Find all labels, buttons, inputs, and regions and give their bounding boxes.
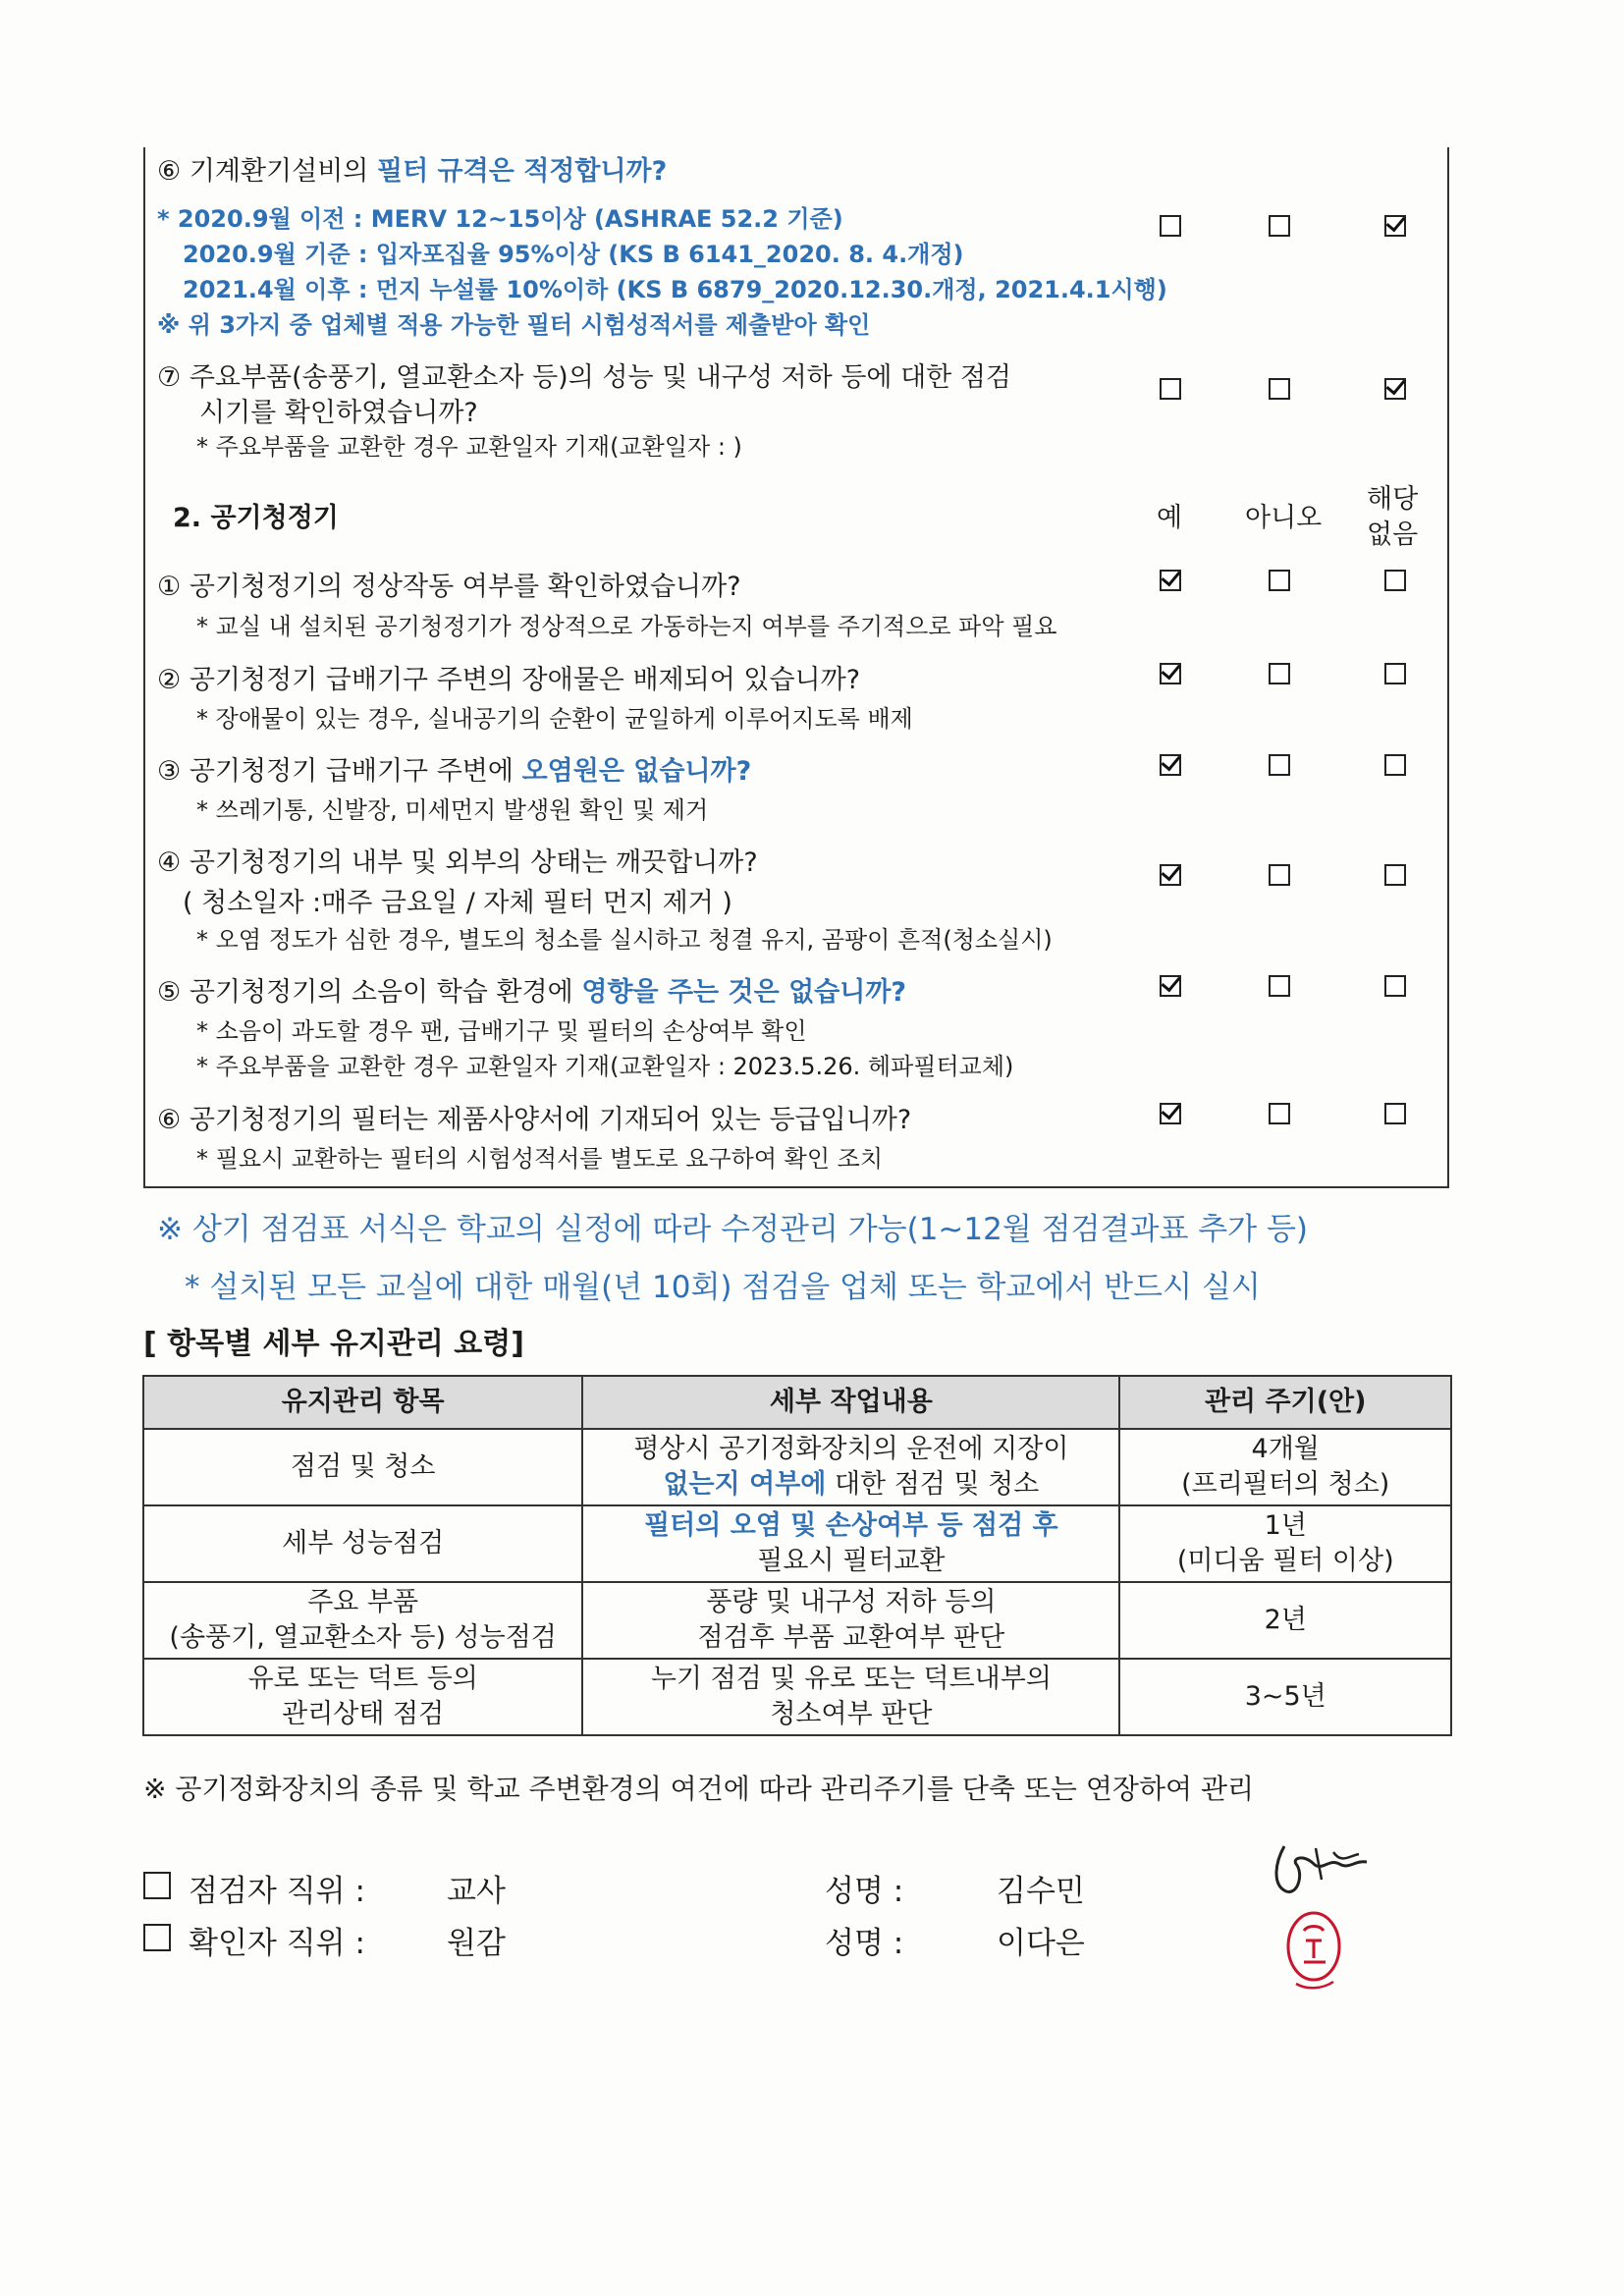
question-text: 공기청정기 급배기구 주변에: [189, 756, 514, 787]
question-text: 공기청정기의 필터는 제품사양서에 기재되어 있는 등급입니까?: [189, 1105, 912, 1135]
cycle-cell: 2년: [1119, 1582, 1451, 1659]
question-highlight: 필터 규격은 적정합니까?: [376, 156, 668, 187]
cycle-line: (미디움 필터 이상): [1176, 1546, 1394, 1576]
s2-item-5-note-2: * 주요부품을 교환한 경우 교환일자 기재(교환일자 : 2023.5.26. 헤파필터교체): [196, 1053, 1014, 1080]
cycle-cell: 3~5년: [1119, 1659, 1451, 1735]
q6-note-2: 2020.9월 기준 : 입자포집율 95%이상 (KS B 6141_2020. 8. 4.개정): [183, 241, 964, 268]
item-number: ①: [157, 572, 182, 602]
q6-no-checkbox[interactable]: [1269, 215, 1290, 237]
item-line: 관리상태 점검: [282, 1699, 445, 1729]
q6-note-3: 2021.4월 이후 : 먼지 누설률 10%이하 (KS B 6879_2020.12.30.개정, 2021.4.1시행): [183, 276, 1167, 303]
item-cell: [143, 1582, 582, 1659]
cycle-cell: [1119, 1429, 1451, 1505]
question-text: 공기청정기의 내부 및 외부의 상태는 깨끗합니까?: [189, 847, 758, 878]
work-text: 대한 점검 및 청소: [826, 1469, 1040, 1500]
s2-item-1-note: * 교실 내 설치된 공기청정기가 정상적으로 가동하는지 여부를 주기적으로 파악 필요: [196, 613, 1057, 640]
item-number: ⑥: [157, 1105, 182, 1135]
q7-line2: 시기를 확인하였습니까?: [199, 398, 478, 428]
q6-yes-checkbox[interactable]: [1160, 215, 1181, 237]
table-row: [143, 1505, 1451, 1582]
question-text: 기계환기설비의: [189, 156, 369, 187]
work-line: 점검후 부품 교환여부 판단: [697, 1622, 1005, 1653]
s2-item-5: [157, 970, 906, 1009]
s2-item-4-na-checkbox[interactable]: [1384, 864, 1406, 886]
s2-item-5-na-checkbox[interactable]: [1384, 975, 1406, 997]
s2-item-4-cleaning-date: ( 청소일자 :매주 금요일 / 자체 필터 먼지 제거 ): [183, 888, 732, 918]
q7-parts-check: [157, 355, 1011, 394]
work-line: 풍량 및 내구성 저하 등의: [706, 1587, 997, 1617]
s2-item-1-yes-checkbox[interactable]: [1160, 570, 1181, 591]
q6-note-4: ※ 위 3가지 중 업체별 적용 가능한 필터 시험성적서를 제출받아 확인: [157, 311, 871, 339]
s2-item-6-na-checkbox[interactable]: [1384, 1103, 1406, 1124]
s2-item-5-yes-checkbox[interactable]: [1160, 975, 1181, 997]
table-row: [143, 1659, 1451, 1735]
confirmer-role: 원감: [447, 1926, 506, 1961]
cycle-line: (프리필터의 청소): [1181, 1469, 1390, 1500]
s2-item-5-no-checkbox[interactable]: [1269, 975, 1290, 997]
item-number: ⑥: [157, 156, 182, 187]
item-number: ⑤: [157, 977, 182, 1008]
q7-no-checkbox[interactable]: [1269, 378, 1290, 400]
s2-item-3-na-checkbox[interactable]: [1384, 754, 1406, 776]
s2-item-2: [157, 658, 860, 696]
cycle-cell: [1119, 1505, 1451, 1582]
s2-item-4: [157, 841, 758, 879]
work-highlight: 없는지 여부에: [663, 1469, 827, 1500]
confirmer-name-label: 성명 :: [825, 1926, 904, 1961]
work-line: [589, 1467, 1112, 1503]
s2-item-2-note: * 장애물이 있는 경우, 실내공기의 순환이 균일하게 이루어지도록 배제: [196, 705, 913, 733]
q6-filter-spec: [157, 149, 667, 188]
col-yes: 예: [1157, 503, 1183, 533]
header-item: 유지관리 항목: [143, 1376, 582, 1429]
question-text: 공기청정기 급배기구 주변의 장애물은 배제되어 있습니까?: [189, 665, 861, 695]
work-line: 누기 점검 및 유로 또는 덕트내부의: [650, 1664, 1052, 1694]
handwritten-signature: [1265, 1834, 1382, 1903]
item-line: (송풍기, 열교환소자 등) 성능점검: [169, 1622, 557, 1653]
item-number: ⑦: [157, 362, 182, 393]
s2-item-3-yes-checkbox[interactable]: [1160, 754, 1181, 776]
item-number: ④: [157, 847, 182, 878]
work-cell: [582, 1582, 1119, 1659]
header-cycle: 관리 주기(안): [1119, 1376, 1451, 1429]
s2-item-6-note: * 필요시 교환하는 필터의 시험성적서를 별도로 요구하여 확인 조치: [196, 1145, 883, 1173]
s2-item-2-yes-checkbox[interactable]: [1160, 663, 1181, 684]
s2-item-1: [157, 565, 741, 603]
s2-item-4-yes-checkbox[interactable]: [1160, 864, 1181, 886]
inspector-role: 교사: [447, 1874, 506, 1909]
q7-na-checkbox[interactable]: [1384, 378, 1406, 400]
item-cell: [143, 1659, 582, 1735]
inspector-role-label: 점검자 직위 :: [189, 1874, 365, 1909]
work-line: 필요시 필터교환: [757, 1546, 946, 1576]
question-text: 공기청정기의 정상작동 여부를 확인하였습니까?: [189, 572, 741, 602]
work-highlight: 필터의 오염 및 손상여부 등 점검 후: [644, 1510, 1058, 1541]
work-cell: [582, 1659, 1119, 1735]
item-line: 주요 부품: [307, 1587, 419, 1617]
q6-na-checkbox[interactable]: [1384, 215, 1406, 237]
col-na-line2: 없음: [1367, 519, 1419, 550]
inspector-checkbox[interactable]: [143, 1872, 171, 1899]
s2-item-1-na-checkbox[interactable]: [1384, 570, 1406, 591]
item-line: 유로 또는 덕트 등의: [247, 1664, 478, 1694]
inspector-name-label: 성명 :: [825, 1874, 904, 1909]
s2-item-5-note-1: * 소음이 과도할 경우 팬, 급배기구 및 필터의 손상여부 확인: [196, 1017, 807, 1045]
q6-note-1: * 2020.9월 이전 : MERV 12~15이상 (ASHRAE 52.2 기준): [157, 205, 843, 233]
s2-item-1-no-checkbox[interactable]: [1269, 570, 1290, 591]
s2-item-4-no-checkbox[interactable]: [1269, 864, 1290, 886]
s2-item-2-na-checkbox[interactable]: [1384, 663, 1406, 684]
item-cell: 세부 성능점검: [143, 1505, 582, 1582]
maintenance-note: ※ 공기정화장치의 종류 및 학교 주변환경의 여건에 따라 관리주기를 단축 또는 연장하여 관리: [143, 1773, 1255, 1805]
section2-title: 2. 공기청정기: [173, 503, 339, 533]
maintenance-heading: [ 항목별 세부 유지관리 요령]: [143, 1327, 524, 1361]
question-text: 주요부품(송풍기, 열교환소자 등)의 성능 및 내구성 저하 등에 대한 점검: [189, 362, 1011, 393]
confirmer-name: 이다은: [997, 1926, 1085, 1961]
item-cell: 점검 및 청소: [143, 1429, 582, 1505]
s2-item-3-note: * 쓰레기통, 신발장, 미세먼지 발생원 확인 및 제거: [196, 796, 709, 824]
s2-item-2-no-checkbox[interactable]: [1269, 663, 1290, 684]
s2-item-3-no-checkbox[interactable]: [1269, 754, 1290, 776]
confirmer-checkbox[interactable]: [143, 1924, 171, 1951]
cycle-line: 4개월: [1251, 1434, 1320, 1464]
q7-note: * 주요부품을 교환한 경우 교환일자 기재(교환일자 : ): [196, 433, 742, 461]
col-na-line1: 해당: [1367, 484, 1419, 515]
s2-item-6-no-checkbox[interactable]: [1269, 1103, 1290, 1124]
question-highlight: 영향을 주는 것은 없습니까?: [581, 977, 907, 1008]
work-cell: [582, 1429, 1119, 1505]
maintenance-table: [142, 1375, 1452, 1736]
footnote-monthly-check: * 설치된 모든 교실에 대한 매월(년 10회) 점검을 업체 또는 학교에서 반드시 실시: [185, 1270, 1261, 1305]
work-cell: [582, 1505, 1119, 1582]
s2-item-4-note: * 오염 정도가 심한 경우, 별도의 청소를 실시하고 청결 유지, 곰팡이 흔적(청소실시): [196, 926, 1053, 954]
q7-yes-checkbox[interactable]: [1160, 378, 1181, 400]
s2-item-3: [157, 749, 751, 788]
s2-item-6: [157, 1098, 911, 1136]
header-work: 세부 작업내용: [582, 1376, 1119, 1429]
question-highlight: 오염원은 없습니까?: [521, 756, 752, 787]
cycle-line: 1년: [1264, 1510, 1307, 1541]
item-number: ②: [157, 665, 182, 695]
inspector-name: 김수민: [997, 1874, 1085, 1909]
work-line: 청소여부 판단: [770, 1699, 933, 1729]
col-no: 아니오: [1245, 503, 1323, 533]
question-text: 공기청정기의 소음이 학습 환경에: [189, 977, 573, 1008]
item-number: ③: [157, 756, 182, 787]
table-row: [143, 1582, 1451, 1659]
red-seal-stamp: [1278, 1905, 1349, 1994]
table-row: [143, 1429, 1451, 1505]
s2-item-6-yes-checkbox[interactable]: [1160, 1103, 1181, 1124]
work-line: 평상시 공기정화장치의 운전에 지장이: [633, 1434, 1069, 1464]
footnote-form-editable: ※ 상기 점검표 서식은 학교의 실정에 따라 수정관리 가능(1~12월 점검결과표 추가 등): [157, 1212, 1309, 1247]
table-header-row: [143, 1376, 1451, 1429]
confirmer-role-label: 확인자 직위 :: [189, 1926, 365, 1961]
